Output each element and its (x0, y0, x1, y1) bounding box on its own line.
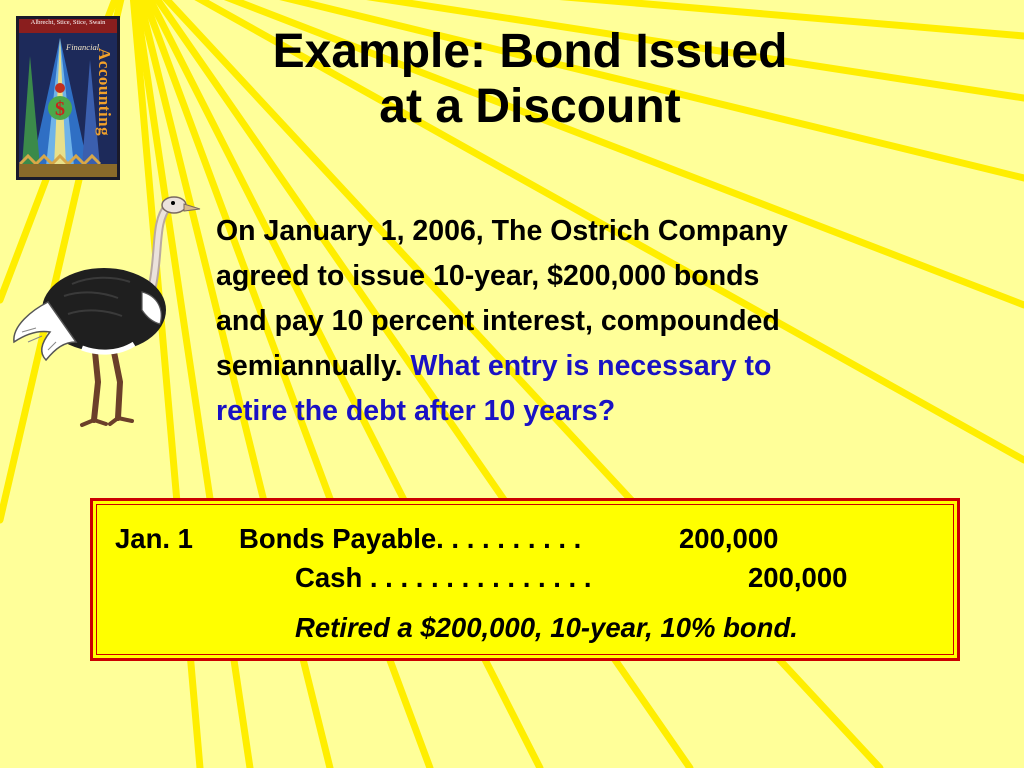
problem-statement (216, 209, 976, 434)
problem-line: and pay 10 percent interest, compounded (216, 305, 780, 337)
svg-text:$: $ (55, 98, 65, 120)
journal-entry-box (90, 498, 960, 661)
problem-line (216, 344, 976, 389)
slide-title-line1: Example: Bond Issued (272, 25, 788, 78)
problem-line: agreed to issue 10-year, $200,000 bonds (216, 260, 760, 292)
slide-title (160, 24, 900, 134)
debit-account: Bonds Payable. . . . . . . . . . (239, 523, 582, 554)
slide-title-line2: at a Discount (379, 80, 681, 133)
book-title: Accounting (95, 48, 114, 137)
entry-explanation: Retired a $200,000, 10-year, 10% bond. (295, 612, 798, 643)
problem-line-text: semiannually. (216, 350, 403, 382)
question-text: What entry is necessary to (410, 350, 772, 382)
textbook-cover (16, 16, 120, 180)
book-authors: Albrecht, Stice, Stice, Swain (30, 19, 106, 26)
ostrich-icon (2, 192, 202, 432)
book-subtitle: Financial (66, 42, 100, 52)
entry-date: Jan. 1 (115, 523, 193, 554)
credit-account: Cash . . . . . . . . . . . . . . . (295, 562, 592, 593)
credit-amount: 200,000 (748, 562, 848, 593)
debit-amount: 200,000 (679, 523, 779, 554)
problem-line: On January 1, 2006, The Ostrich Company (216, 215, 788, 247)
question-text: retire the debt after 10 years? (216, 395, 616, 427)
